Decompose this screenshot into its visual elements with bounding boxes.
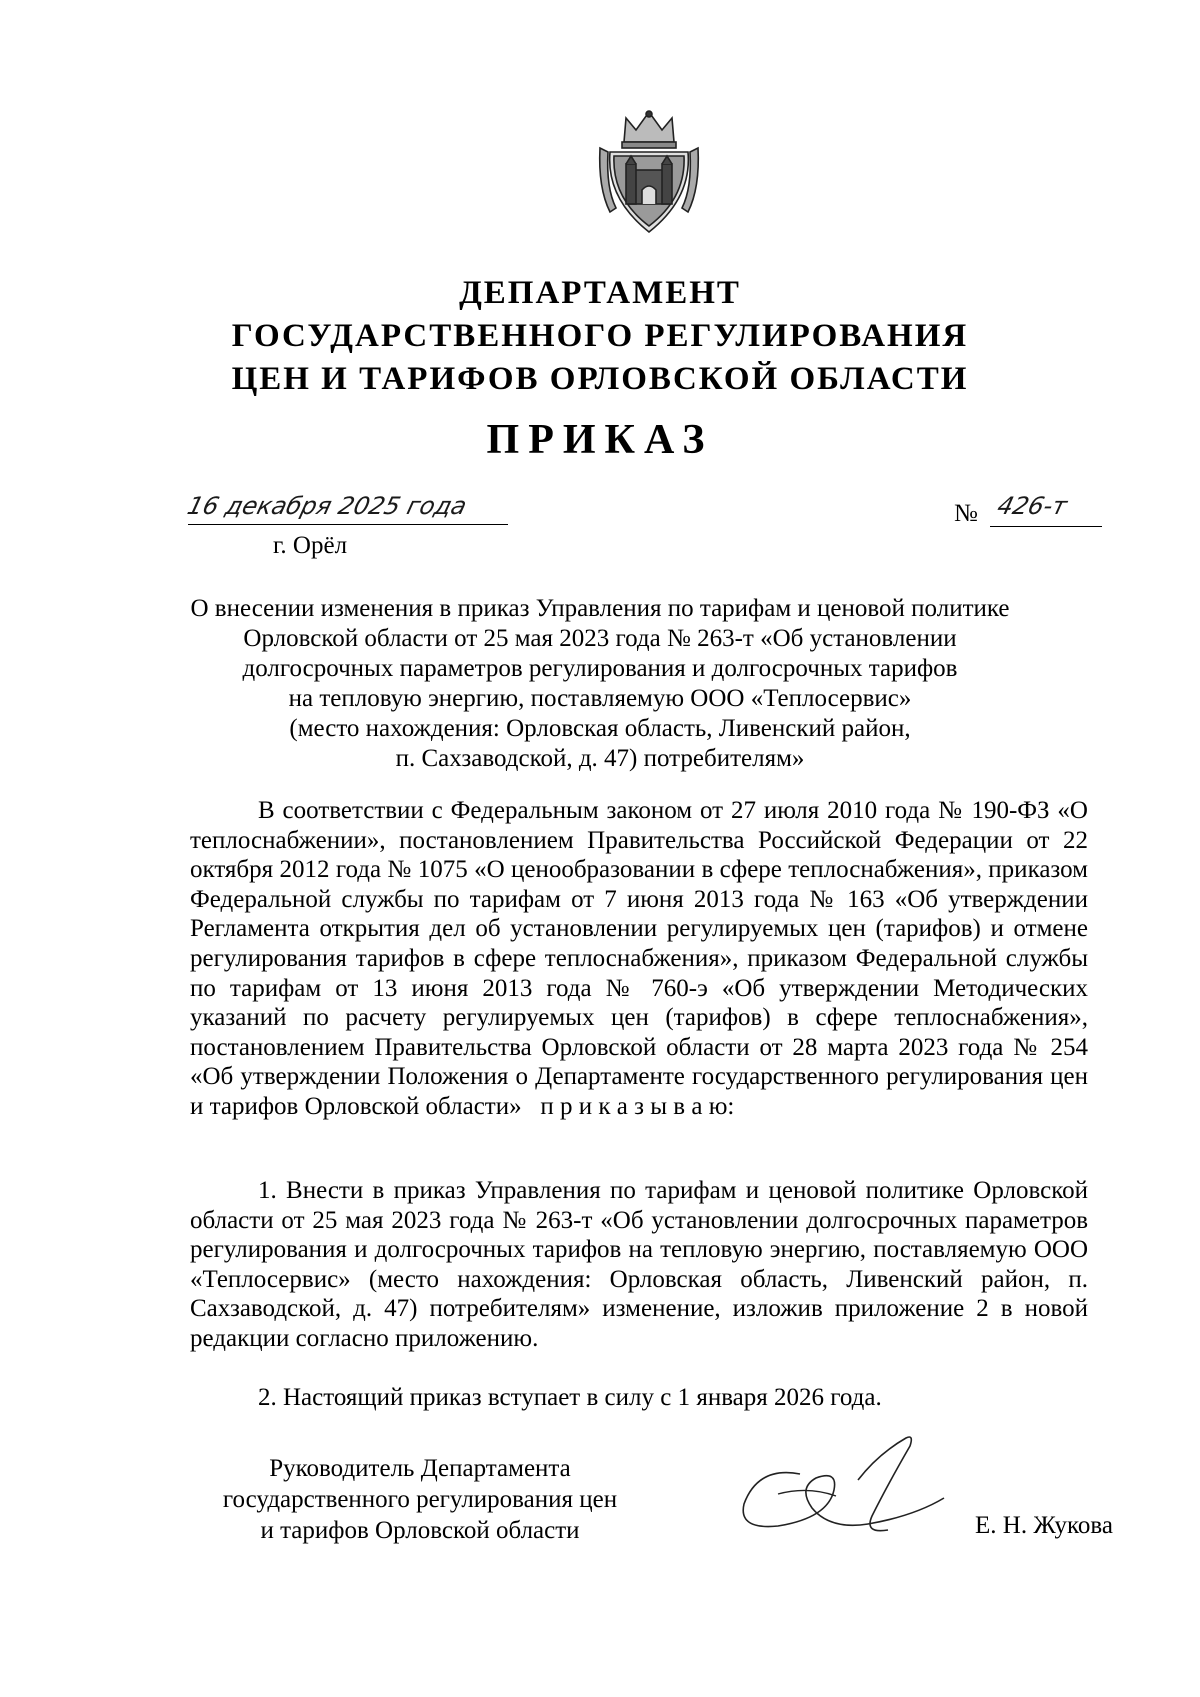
number-label: № [954, 500, 978, 527]
date-underline [188, 524, 508, 525]
order-word: п р и к а з ы в а ю: [540, 1092, 735, 1120]
department-line-3: ЦЕН И ТАРИФОВ ОРЛОВСКОЙ ОБЛАСТИ [231, 361, 969, 397]
position-line: государственного регулирования цен [222, 1486, 618, 1513]
position-line: и тарифов Орловской области [260, 1517, 580, 1544]
subject-line: на тепловую энергию, поставляемую ООО «Теплосервис» [288, 685, 912, 712]
subject-line: О внесении изменения в приказ Управления по тарифам и ценовой политике [190, 595, 1010, 622]
signer-position [180, 1453, 660, 1546]
preamble-text: В соответствии с Федеральным законом от 27 июля 2010 года № 190-ФЗ «О теплоснабжении», постановлением Правительства Российской Федерации от 22 октября 2012 года № 1075 «О ценообразовании в сфере теплоснабжения», приказом Федеральной службы по тарифам от 7 июня 2013 года № 163 «Об утверждении Регламента открытия дел об установлении регулируемых цен (тарифов) и отмене регулирования тарифов в сфере теплоснабжения», приказом Федеральной службы по тарифам от 13 июня 2013 года № 760-э «Об утверждении Методических указаний по расчету регулируемых цен (тарифов) в сфере теплоснабжения», постановлением Правительства Орловской области от 28 марта 2023 года № 254 «Об утверждении Положения о Департаменте государственного регулирования цен и тарифов Орловской области» [190, 797, 1088, 1120]
coat-of-arms-emblem [596, 108, 702, 236]
order-item-1: 1. Внести в приказ Управления по тарифам и ценовой политике Орловской области от 25 мая 2023 года № 263-т «Об установлении долгосрочных параметров регулирования и долгосрочных тарифов на тепловую энергию, поставляемую ООО «Теплосервис» (место нахождения: Орловская область, Ливенский район, п. Сахзаводской, д. 47) потребителям» изменение, изложив приложение 2 в новой редакции согласно приложению. [190, 1177, 1088, 1352]
signer-name: Е. Н. Жукова [975, 1512, 1113, 1539]
preamble-paragraph [190, 796, 1088, 1122]
number-underline [990, 526, 1102, 527]
department-name [150, 272, 1050, 401]
subject-line: (место нахождения: Орловская область, Ливенский район, [289, 715, 911, 742]
order-item-2: 2. Настоящий приказ вступает в силу с 1 января 2026 года. [258, 1384, 882, 1411]
subject-line: долгосрочных параметров регулирования и долгосрочных тарифов [242, 655, 958, 682]
handwritten-number: 426-т [994, 492, 1070, 520]
handwritten-signature [738, 1434, 956, 1554]
subject-line: п. Сахзаводской, д. 47) потребителям» [395, 745, 805, 772]
subject-line: Орловской области от 25 мая 2023 года № 263-т «Об установлении [243, 625, 957, 652]
position-line: Руководитель Департамента [269, 1455, 571, 1482]
document-type-title: ПРИКАЗ [486, 417, 714, 463]
department-line-2: ГОСУДАРСТВЕННОГО РЕГУЛИРОВАНИЯ [231, 318, 969, 354]
order-subject [150, 594, 1050, 774]
department-line-1: ДЕПАРТАМЕНТ [459, 275, 741, 311]
handwritten-date: 16 декабря 2025 года [184, 492, 470, 520]
city: г. Орёл [273, 532, 348, 559]
